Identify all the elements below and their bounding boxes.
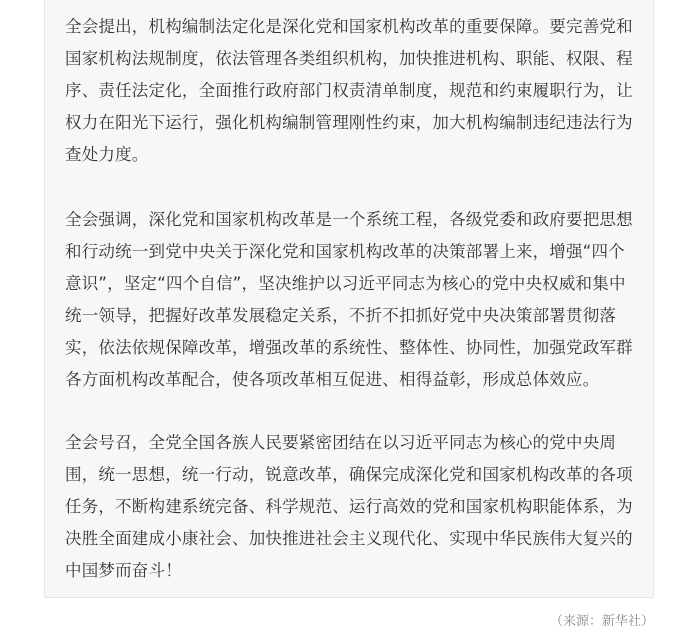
article-box	[44, 0, 654, 598]
article-paragraph-3: 全会号召，全党全国各族人民要紧密团结在以习近平同志为核心的党中央周围，统一思想，统一行动，锐意改革，确保完成深化党和国家机构改革的各项任务，不断构建系统完备、科学规范、运行高效的党和国家机构职能体系，为决胜全面建成小康社会、加快推进社会主义现代化、实现中华民族伟大复兴的中国梦而奋斗！	[65, 433, 633, 580]
article-paragraph-2: 全会强调，深化党和国家机构改革是一个系统工程，各级党委和政府要把思想和行动统一到党中央关于深化党和国家机构改革的决策部署上来，增强“四个意识”，坚定“四个自信”，坚决维护以习近平同志为核心的党中央权威和集中统一领导，把握好改革发展稳定关系，不折不扣抓好党中央决策部署贯彻落实，依法依规保障改革，增强改革的系统性、整体性、协同性，加强党政军群各方面机构改革配合，使各项改革相互促进、相得益彰，形成总体效应。	[65, 210, 633, 389]
article-paragraph-1: 全会提出，机构编制法定化是深化党和国家机构改革的重要保障。要完善党和国家机构法规制度，依法管理各类组织机构，加快推进机构、职能、权限、程序、责任法定化，全面推行政府部门权责清单制度，规范和约束履职行为，让权力在阳光下运行，强化机构编制管理刚性约束，加大机构编制违纪违法行为查处力度。	[65, 17, 633, 164]
article-source: （来源：新华社）	[549, 614, 654, 629]
